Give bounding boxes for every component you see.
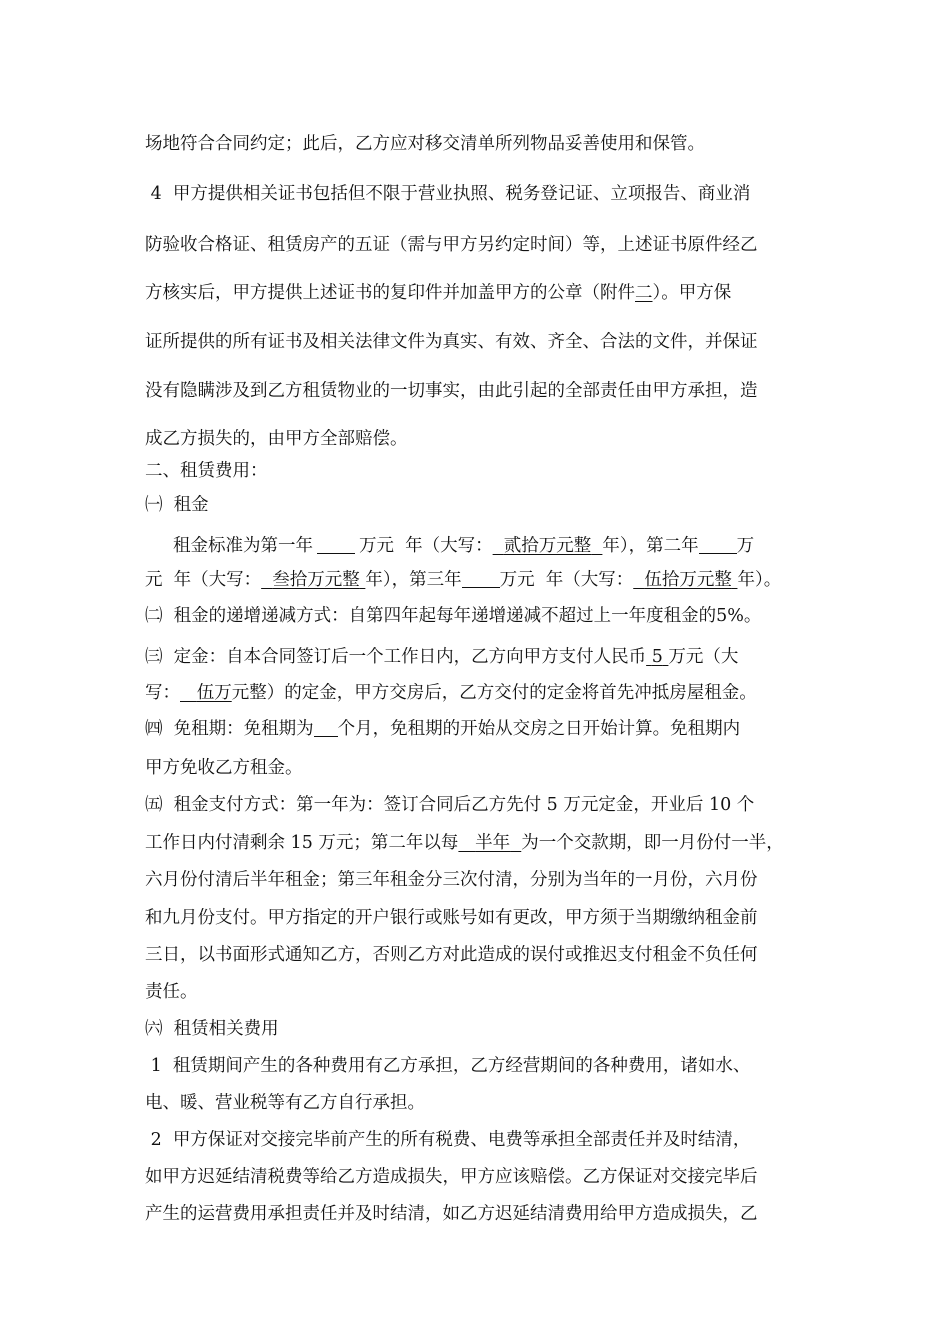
text-line: 方核实后，甲方提供上述证书的复印件并加盖甲方的公章（附件二）。甲方保 (145, 283, 732, 303)
text-line: 电、暖、营业税等有乙方自行承担。 (145, 1093, 425, 1113)
text-line: 责任。 (145, 982, 198, 1002)
deposit-words-field: 伍万 (196, 683, 232, 703)
text-line: 工作日内付清剩余 15 万元；第二年以每 半年 为一个交款期，即一月份付一半， (145, 833, 784, 853)
text-line: 成乙方损失的，由甲方全部赔偿。 (145, 429, 408, 449)
text-line: 甲方免收乙方租金。 (145, 758, 303, 778)
text-line: 产生的运营费用承担责任并及时结清，如乙方迟延结清费用给甲方造成损失，乙 (145, 1204, 758, 1224)
text-line: ㈤ 租金支付方式：第一年为：签订合同后乙方先付 5 万元定金，开业后 10 个 (145, 795, 755, 815)
text-line: 4 甲方提供相关证书包括但不限于营业执照、税务登记证、立项报告、商业消 (145, 184, 751, 204)
attachment-number-field: 二 (635, 283, 653, 303)
section-heading: 二、租赁费用： (145, 461, 268, 481)
blank-field (462, 569, 500, 588)
text-line: 如甲方迟延结清税费等给乙方造成损失，甲方应该赔偿。乙方保证对交接完毕后 (145, 1167, 758, 1187)
subsection-heading: ㈥ 租赁相关费用 (145, 1019, 279, 1039)
payment-period-field: 半年 (475, 833, 511, 853)
text-line: ㈡ 租金的递增递减方式：自第四年起每年递增递减不超过上一年度租金的5%。 (145, 606, 762, 626)
text-line: 场地符合合同约定；此后，乙方应对移交清单所列物品妥善使用和保管。 (145, 134, 705, 154)
text-line: 和九月份支付。甲方指定的开户银行或账号如有更改，甲方须于当期缴纳租金前 (145, 908, 758, 928)
text-line: 租金标准为第一年 万元 年（大写： 贰拾万元整 年），第二年 万 (173, 536, 755, 556)
blank-field (317, 535, 355, 554)
blank-field (314, 718, 338, 737)
text-line: 没有隐瞒涉及到乙方租赁物业的一切事实，由此引起的全部责任由甲方承担，造 (145, 381, 758, 401)
text-line: 元 年（大写： 叁拾万元整 年），第三年 万元 年（大写： 伍拾万元整 年）。 (145, 570, 782, 590)
text-line: ㈣ 免租期：免租期为 个月，免租期的开始从交房之日开始计算。免租期内 (145, 719, 741, 739)
text-line: 三日，以书面形式通知乙方，否则乙方对此造成的误付或推迟支付租金不负任何 (145, 945, 758, 965)
year2-amount-field: 叁拾万元整 (272, 570, 360, 590)
year3-amount-field: 伍拾万元整 (644, 570, 732, 590)
text-line: 写： 伍万元整）的定金，甲方交房后，乙方交付的定金将首先冲抵房屋租金。 (145, 683, 757, 703)
text-line: 证所提供的所有证书及相关法律文件为真实、有效、齐全、合法的文件，并保证 (145, 332, 758, 352)
blank-field (699, 535, 737, 554)
subsection-heading: ㈠ 租金 (145, 495, 209, 515)
text-line: 1 租赁期间产生的各种费用有乙方承担，乙方经营期间的各种费用，诸如水、 (145, 1056, 751, 1076)
text-line: 2 甲方保证对交接完毕前产生的所有税费、电费等承担全部责任并及时结清， (145, 1130, 751, 1150)
text-line: ㈢ 定金：自本合同签订后一个工作日内，乙方向甲方支付人民币 5 万元（大 (145, 647, 739, 667)
year1-amount-field: 贰拾万元整 (503, 536, 592, 556)
text-line: 防验收合格证、租赁房产的五证（需与甲方另约定时间）等，上述证书原件经乙 (145, 235, 758, 255)
text-line: 六月份付清后半年租金；第三年租金分三次付清，分别为当年的一月份，六月份 (145, 870, 758, 890)
deposit-amount-field: 5 (651, 647, 663, 667)
